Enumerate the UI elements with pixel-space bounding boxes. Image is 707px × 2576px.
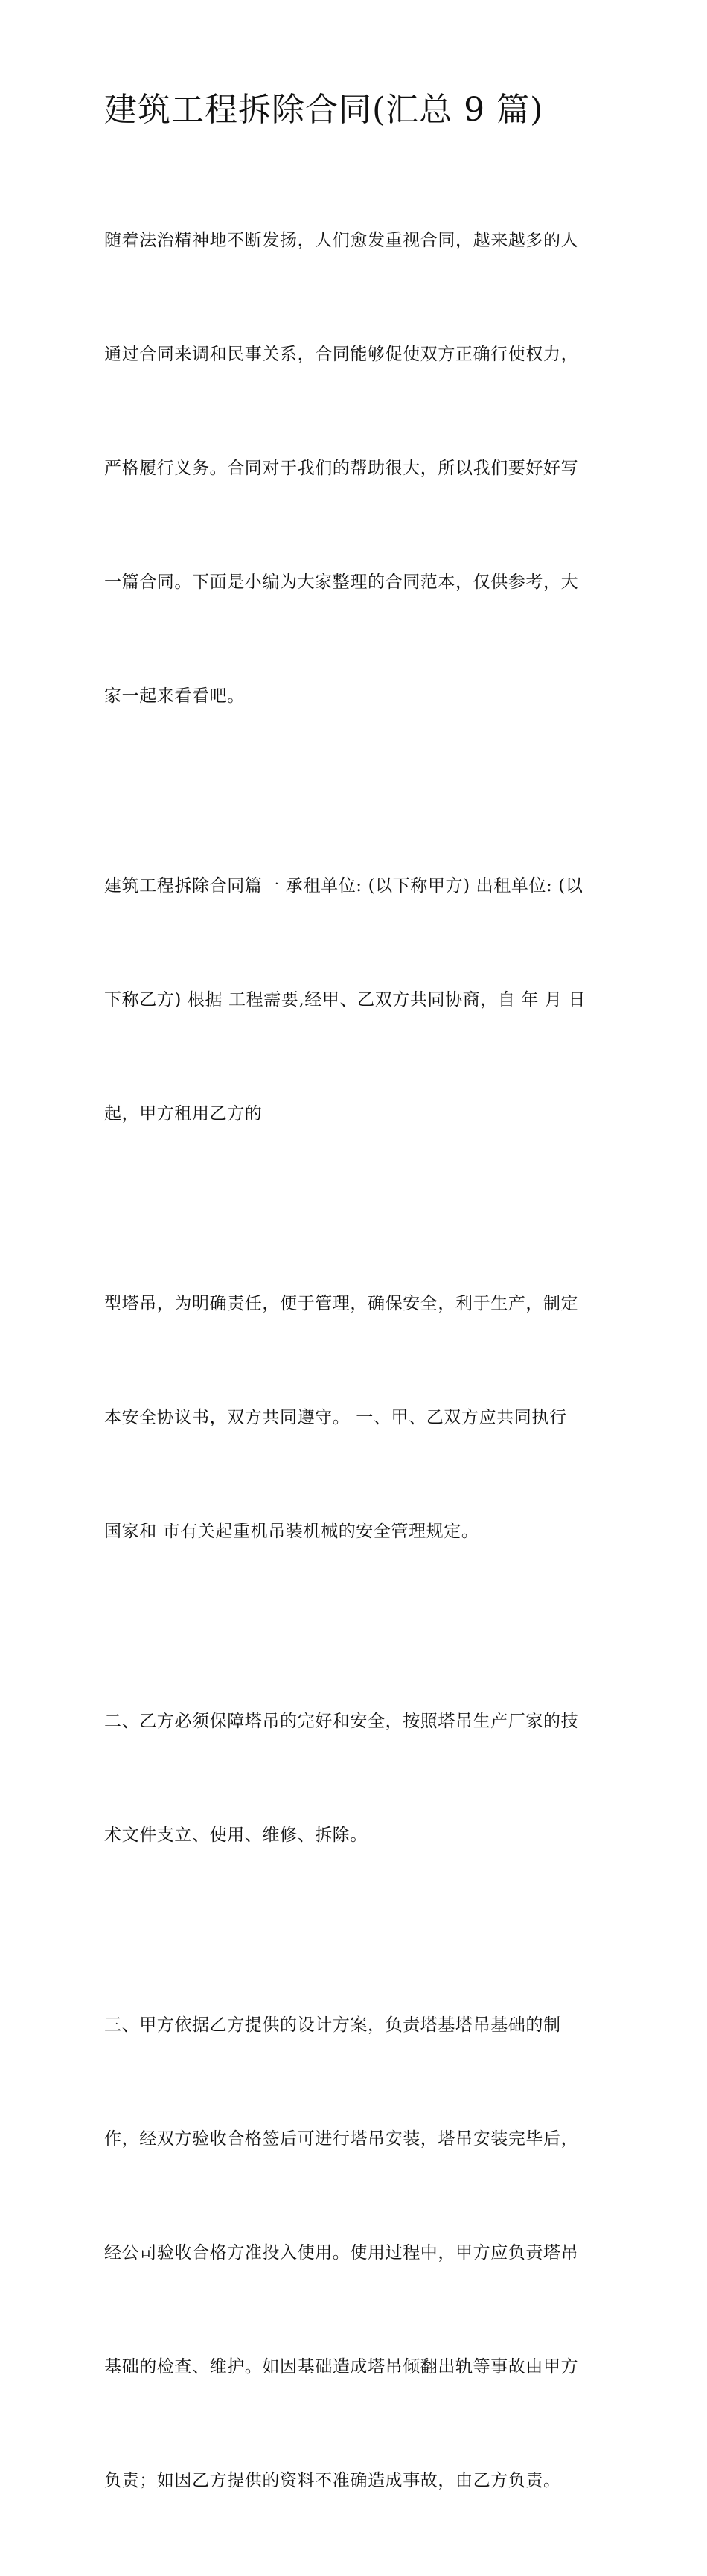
document-body (104, 146, 618, 2576)
text-line: 经公司验收合格方准投入使用。使用过程中，甲方应负责塔吊 (104, 2243, 579, 2263)
paragraph-clause-two (104, 1627, 618, 1931)
text-line: 家一起来看看吧。 (104, 686, 245, 706)
text-line: 通过合同来调和民事关系，合同能够促使双方正确行使权力， (104, 345, 579, 364)
text-line: 起，甲方租用乙方的 (104, 1104, 263, 1123)
text-line: 建筑工程拆除合同篇一 承租单位: (以下称甲方) 出租单位: (以 (104, 876, 583, 896)
paragraph-clause-one (104, 1209, 618, 1627)
text-line: 下称乙方) 根据 工程需要,经甲、乙双方共同协商，自 年 月 日 (104, 990, 586, 1010)
text-line: 作，经双方验收合格签后可进行塔吊安装，塔吊安装完毕后， (104, 2129, 579, 2149)
text-line: 三、甲方依据乙方提供的设计方案，负责塔基塔吊基础的制 (104, 2015, 561, 2035)
text-line: 国家和 市有关起重机吊装机械的安全管理规定。 (104, 1522, 479, 1541)
text-line: 一篇合同。下面是小编为大家整理的合同范本，仅供参考，大 (104, 573, 579, 592)
paragraph-intro (104, 146, 618, 791)
text-line: 本安全协议书，双方共同遵守。 一、甲、乙双方应共同执行 (104, 1408, 567, 1427)
document-title: 建筑工程拆除合同(汇总 9 篇) (104, 91, 544, 129)
text-line: 严格履行义务。合同对于我们的帮助很大，所以我们要好好写 (104, 459, 579, 478)
text-line: 基础的检查、维护。如因基础造成塔吊倾翻出轨等事故由甲方 (104, 2357, 579, 2376)
paragraph-clause-three (104, 1931, 618, 2576)
text-line: 术文件支立、使用、维修、拆除。 (104, 1826, 368, 1845)
text-line: 二、乙方必须保障塔吊的完好和安全，按照塔吊生产厂家的技 (104, 1712, 579, 1731)
paragraph-contract-parties (104, 791, 618, 1209)
text-line: 负责；如因乙方提供的资料不准确造成事故，由乙方负责。 (104, 2471, 561, 2490)
text-line: 型塔吊，为明确责任，便于管理，确保安全，利于生产，制定 (104, 1294, 579, 1313)
text-line: 随着法治精神地不断发扬，人们愈发重视合同，越来越多的人 (104, 231, 579, 250)
